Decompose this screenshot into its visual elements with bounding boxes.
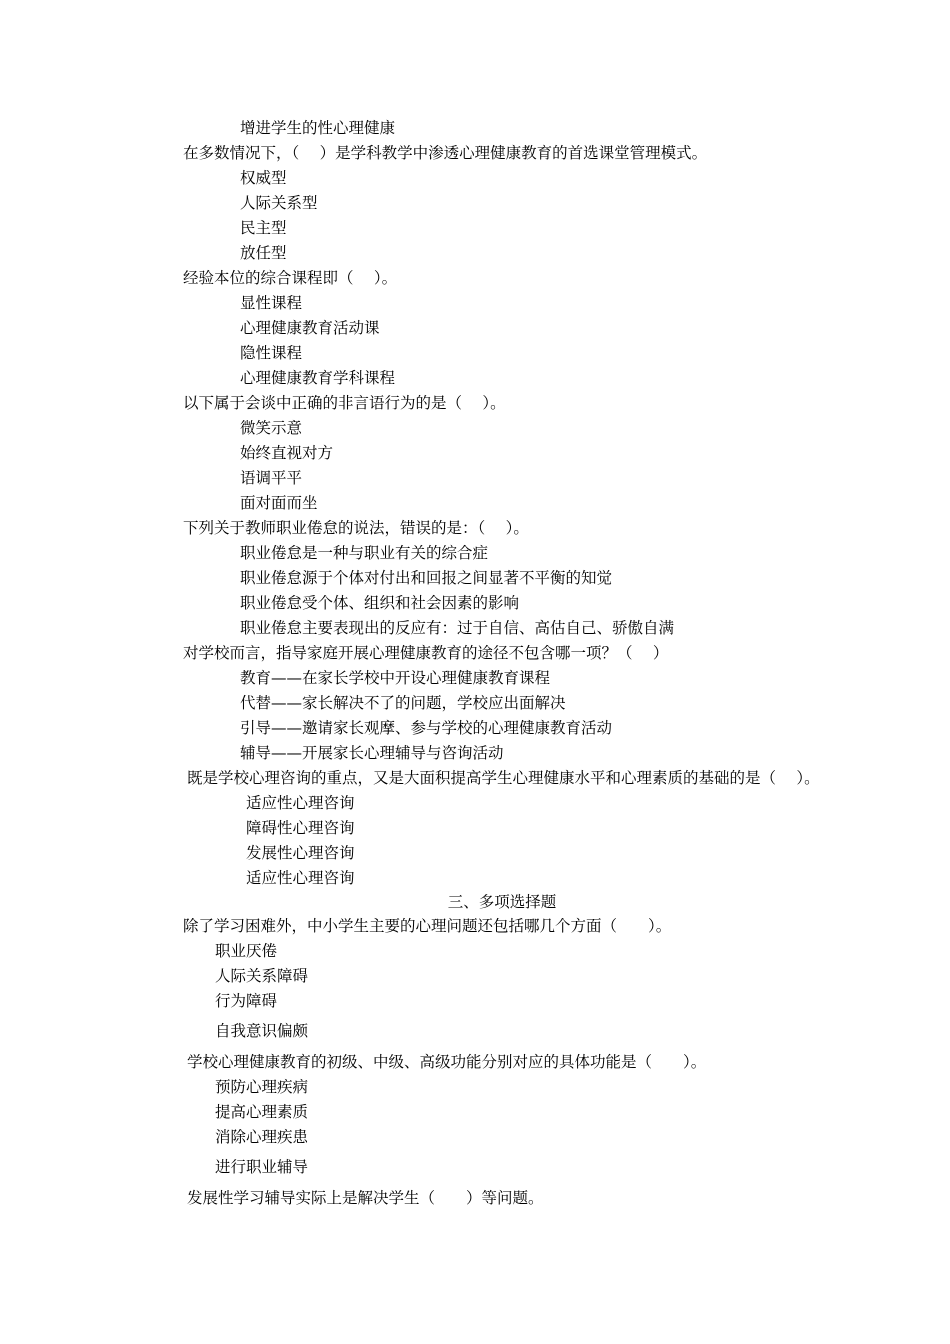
option-text: 语调平平 (240, 469, 303, 487)
question-stem: 除了学习困难外，中小学生主要的心理问题还包括哪几个方面（ ）。 (183, 917, 672, 935)
option-text: 行为障碍 (215, 992, 278, 1010)
option-text: 职业厌倦 (215, 942, 278, 960)
option-text: 提高心理素质 (215, 1103, 309, 1121)
option-text: 进行职业辅导 (215, 1158, 309, 1176)
question-stem: 下列关于教师职业倦怠的说法，错误的是：（ ）。 (183, 519, 529, 537)
question-stem: 发展性学习辅导实际上是解决学生（ ）等问题。 (187, 1189, 544, 1207)
option-text: 自我意识偏颇 (215, 1022, 309, 1040)
option-text: 消除心理疾患 (215, 1128, 309, 1146)
section-heading: 三、多项选择题 (447, 893, 557, 911)
question-stem: 学校心理健康教育的初级、中级、高级功能分别对应的具体功能是（ ）。 (187, 1053, 707, 1071)
question-stem: 以下属于会谈中正确的非言语行为的是（ ）。 (183, 394, 506, 412)
question-stem: 在多数情况下，（ ）是学科教学中渗透心理健康教育的首选课堂管理模式。 (183, 144, 708, 162)
option-text: 职业倦怠受个体、组织和社会因素的影响 (240, 594, 520, 612)
option-text: 权威型 (240, 169, 287, 187)
option-text: 微笑示意 (240, 419, 303, 437)
option-text: 人际关系障碍 (215, 967, 309, 985)
question-stem: 既是学校心理咨询的重点，又是大面积提高学生心理健康水平和心理素质的基础的是（ ）。 (187, 769, 820, 787)
option-text: 显性课程 (240, 294, 303, 312)
option-text: 教育——在家长学校中开设心理健康教育课程 (240, 669, 551, 687)
option-text: 辅导——开展家长心理辅导与咨询活动 (240, 744, 504, 762)
option-text: 代替——家长解决不了的问题，学校应出面解决 (240, 694, 566, 712)
option-text: 心理健康教育学科课程 (240, 369, 396, 387)
option-text: 职业倦怠是一种与职业有关的综合症 (240, 544, 489, 562)
option-text: 始终直视对方 (240, 444, 334, 462)
option-text: 适应性心理咨询 (246, 869, 355, 887)
option-text: 发展性心理咨询 (246, 844, 355, 862)
option-text: 障碍性心理咨询 (246, 819, 355, 837)
option-text: 适应性心理咨询 (246, 794, 355, 812)
option-text: 职业倦怠主要表现出的反应有：过于自信、高估自己、骄傲自满 (240, 619, 675, 637)
option-text: 人际关系型 (240, 194, 318, 212)
option-text: 增进学生的性心理健康 (240, 119, 396, 137)
option-text: 隐性课程 (240, 344, 303, 362)
question-stem: 经验本位的综合课程即（ ）。 (183, 269, 398, 287)
question-stem: 对学校而言，指导家庭开展心理健康教育的途径不包含哪一项？（ ） (183, 644, 669, 662)
option-text: 预防心理疾病 (215, 1078, 309, 1096)
option-text: 民主型 (240, 219, 287, 237)
option-text: 职业倦怠源于个体对付出和回报之间显著不平衡的知觉 (240, 569, 613, 587)
option-text: 心理健康教育活动课 (240, 319, 380, 337)
option-text: 引导——邀请家长观摩、参与学校的心理健康教育活动 (240, 719, 613, 737)
option-text: 放任型 (240, 244, 287, 262)
option-text: 面对面而坐 (240, 494, 318, 512)
